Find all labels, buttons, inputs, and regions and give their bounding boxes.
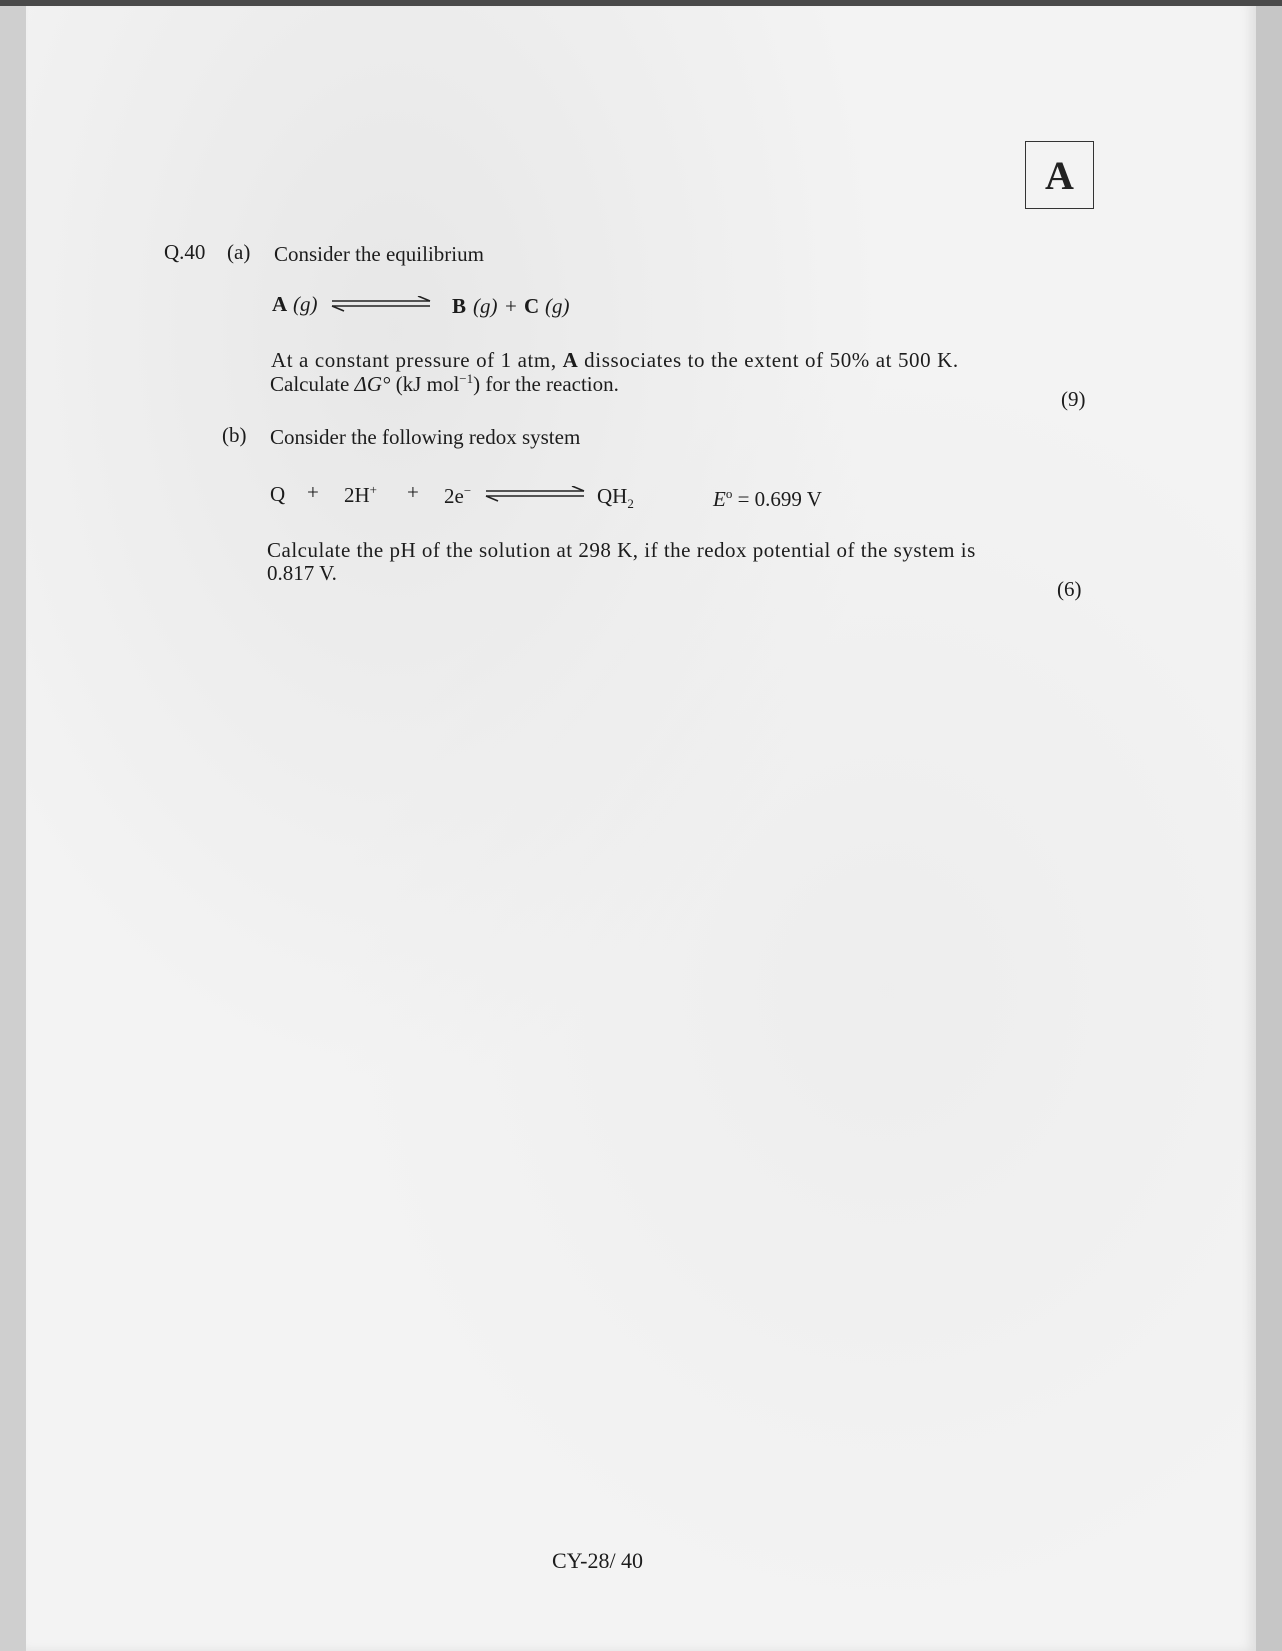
plus-sign-2: +	[407, 480, 419, 504]
part-a-label: (a)	[227, 240, 251, 264]
e-symbol-sup: o	[725, 486, 733, 501]
species-qh2	[597, 484, 634, 512]
part-a-marks: (9)	[1061, 387, 1086, 411]
species-e	[444, 483, 471, 509]
standard-potential	[713, 486, 822, 512]
part-b-intro: Consider the following redox system	[270, 425, 581, 449]
e-text: 2e	[444, 484, 464, 508]
part-a-text-line2	[270, 371, 619, 397]
product-c: C	[524, 294, 540, 318]
qh-text: QH	[597, 484, 628, 508]
line2-post: ) for the reaction.	[473, 372, 619, 396]
equilibrium-arrow-icon	[330, 296, 432, 312]
species-q: Q	[270, 482, 286, 506]
potential-value: = 0.699 V	[732, 487, 822, 511]
exam-page	[26, 0, 1256, 1651]
line2-pre: Calculate	[270, 372, 355, 396]
paper-code-box: A	[1025, 141, 1094, 209]
product-b: B	[452, 294, 467, 318]
line2-mid: (kJ mol	[390, 372, 460, 396]
part-b-label: (b)	[222, 423, 247, 447]
h-sup: +	[369, 482, 378, 497]
redox-equilibrium-arrow-icon	[484, 486, 586, 502]
e-sup: −	[463, 483, 472, 498]
product-b-state: (g)	[473, 294, 498, 318]
e-symbol: E	[713, 487, 726, 511]
species-h	[344, 482, 377, 508]
question-number: Q.40	[164, 240, 206, 264]
scan-top-edge	[0, 0, 1282, 6]
line1-post: dissociates to the extent of 50% at 500 K.	[578, 348, 959, 372]
reactant-a: A	[272, 292, 288, 316]
plus-sign: +	[505, 294, 517, 318]
plus-sign-1: +	[307, 480, 319, 504]
page-footer: CY-28/ 40	[552, 1548, 644, 1573]
scan-right-margin	[1256, 0, 1282, 1651]
part-b-text-line1: Calculate the pH of the solution at 298 K, if the redox potential of the system is	[267, 538, 976, 562]
line2-sup: −1	[459, 371, 474, 386]
qh-sub: 2	[627, 496, 634, 512]
part-a-intro: Consider the equilibrium	[274, 242, 484, 266]
delta-g-symbol: ΔG°	[354, 372, 391, 396]
scan-left-margin	[0, 0, 26, 1651]
line1-bold: A	[562, 348, 579, 372]
line1-pre: At a constant pressure of 1 atm,	[271, 348, 563, 372]
reactant-a-state: (g)	[293, 292, 318, 316]
part-b-text-line2: 0.817 V.	[267, 561, 337, 585]
h-text: 2H	[344, 483, 370, 507]
product-c-state: (g)	[545, 294, 570, 318]
part-b-marks: (6)	[1057, 577, 1082, 601]
part-a-text-line1	[271, 348, 959, 373]
